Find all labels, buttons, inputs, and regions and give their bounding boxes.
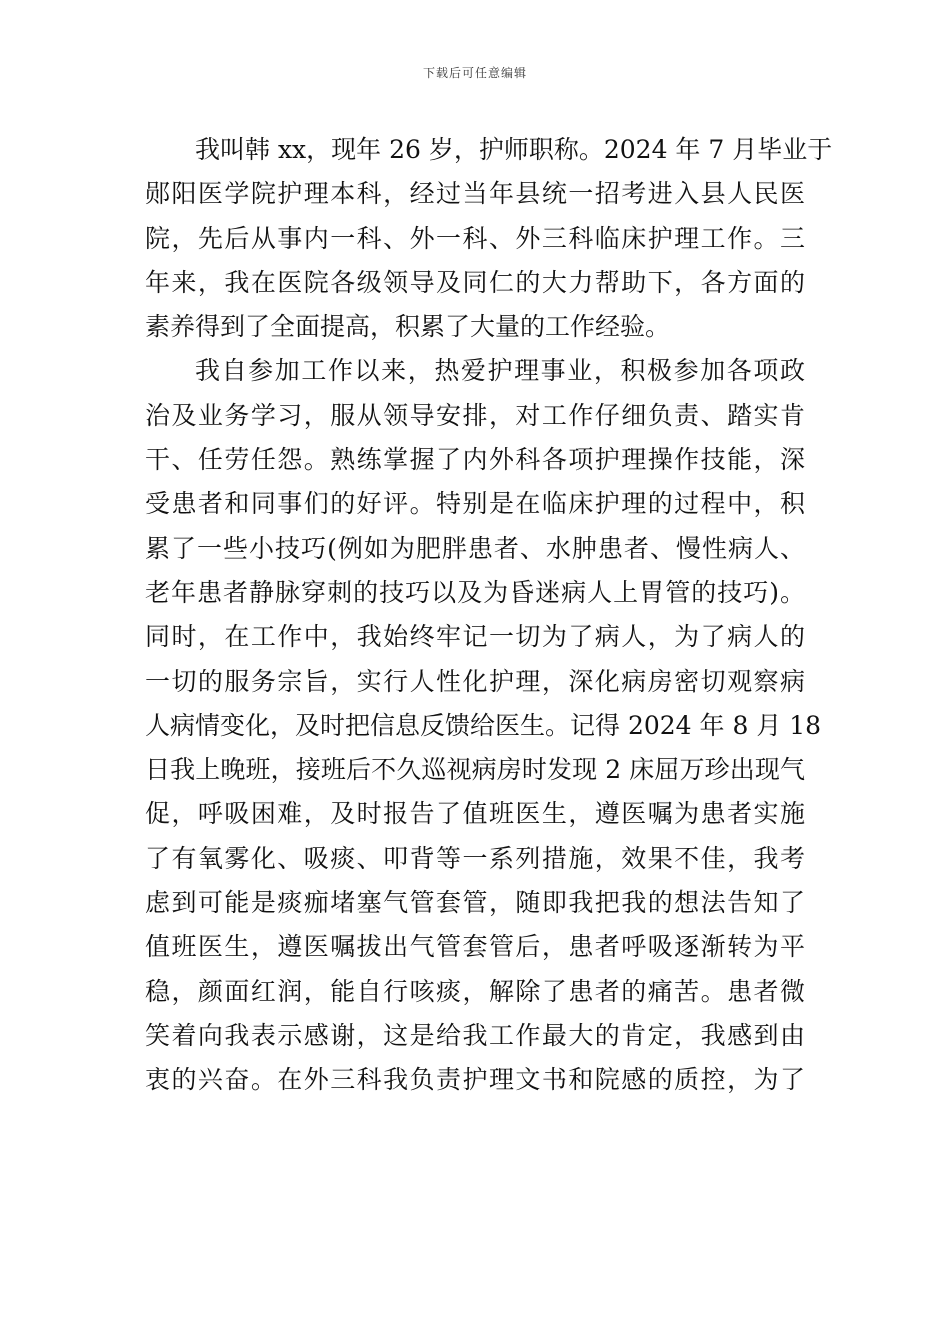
paragraph-2-line-10: 日我上晚班，接班后不久巡视病房时发现 2 床屈万珍出现气 bbox=[145, 755, 805, 785]
paragraph-2-line-2: 治及业务学习，服从领导安排，对工作仔细负责、踏实肯 bbox=[145, 400, 805, 430]
paragraph-2-line-15: 稳，颜面红润，能自行咳痰，解除了患者的痛苦。患者微 bbox=[145, 976, 805, 1006]
paragraph-1-line-4: 年来，我在医院各级领导及同仁的大力帮助下，各方面的 bbox=[145, 267, 805, 297]
paragraph-2-line-4: 受患者和同事们的好评。特别是在临床护理的过程中，积 bbox=[145, 489, 805, 519]
document-body bbox=[145, 128, 833, 1103]
paragraph-2-line-5: 累了一些小技巧(例如为肥胖患者、水肿患者、慢性病人、 bbox=[145, 533, 805, 563]
paragraph-2-line-6: 老年患者静脉穿刺的技巧以及为昏迷病人上胃管的技巧)。 bbox=[145, 577, 805, 607]
paragraph-2-line-14: 值班医生，遵医嘱拔出气管套管后，患者呼吸逐渐转为平 bbox=[145, 932, 805, 962]
paragraph-1-line-2: 郧阳医学院护理本科，经过当年县统一招考进入县人民医 bbox=[145, 179, 805, 209]
paragraph-2-line-17: 衷的兴奋。在外三科我负责护理文书和院感的质控，为了 bbox=[145, 1065, 805, 1095]
paragraph-2-line-9: 人病情变化，及时把信息反馈给医生。记得 2024 年 8 月 18 bbox=[145, 710, 822, 740]
paragraph-2-line-16: 笑着向我表示感谢，这是给我工作最大的肯定，我感到由 bbox=[145, 1020, 805, 1050]
paragraph-2-line-7: 同时，在工作中，我始终牢记一切为了病人，为了病人的 bbox=[145, 622, 805, 652]
paragraph-1-line-5: 素养得到了全面提高，积累了大量的工作经验。 bbox=[145, 312, 671, 342]
paragraph-2-line-11: 促，呼吸困难，及时报告了值班医生，遵医嘱为患者实施 bbox=[145, 799, 805, 829]
paragraph-2-line-12: 了有氧雾化、吸痰、叩背等一系列措施，效果不佳，我考 bbox=[145, 843, 805, 873]
paragraph-2-line-1: 我自参加工作以来，热爱护理事业，积极参加各项政 bbox=[195, 356, 805, 386]
header-note: 下载后可任意编辑 bbox=[422, 66, 527, 80]
paragraph-2-line-3: 干、任劳任怨。熟练掌握了内外科各项护理操作技能，深 bbox=[145, 445, 805, 475]
paragraph-1-line-1: 我叫韩 xx，现年 26 岁，护师职称。2024 年 7 月毕业于 bbox=[195, 135, 833, 164]
paragraph-2-line-13: 虑到可能是痰痂堵塞气管套管，随即我把我的想法告知了 bbox=[145, 888, 805, 918]
paragraph-1-line-3: 院，先后从事内一科、外一科、外三科临床护理工作。三 bbox=[145, 223, 805, 253]
paragraph-2-line-8: 一切的服务宗旨，实行人性化护理，深化病房密切观察病 bbox=[145, 666, 805, 696]
